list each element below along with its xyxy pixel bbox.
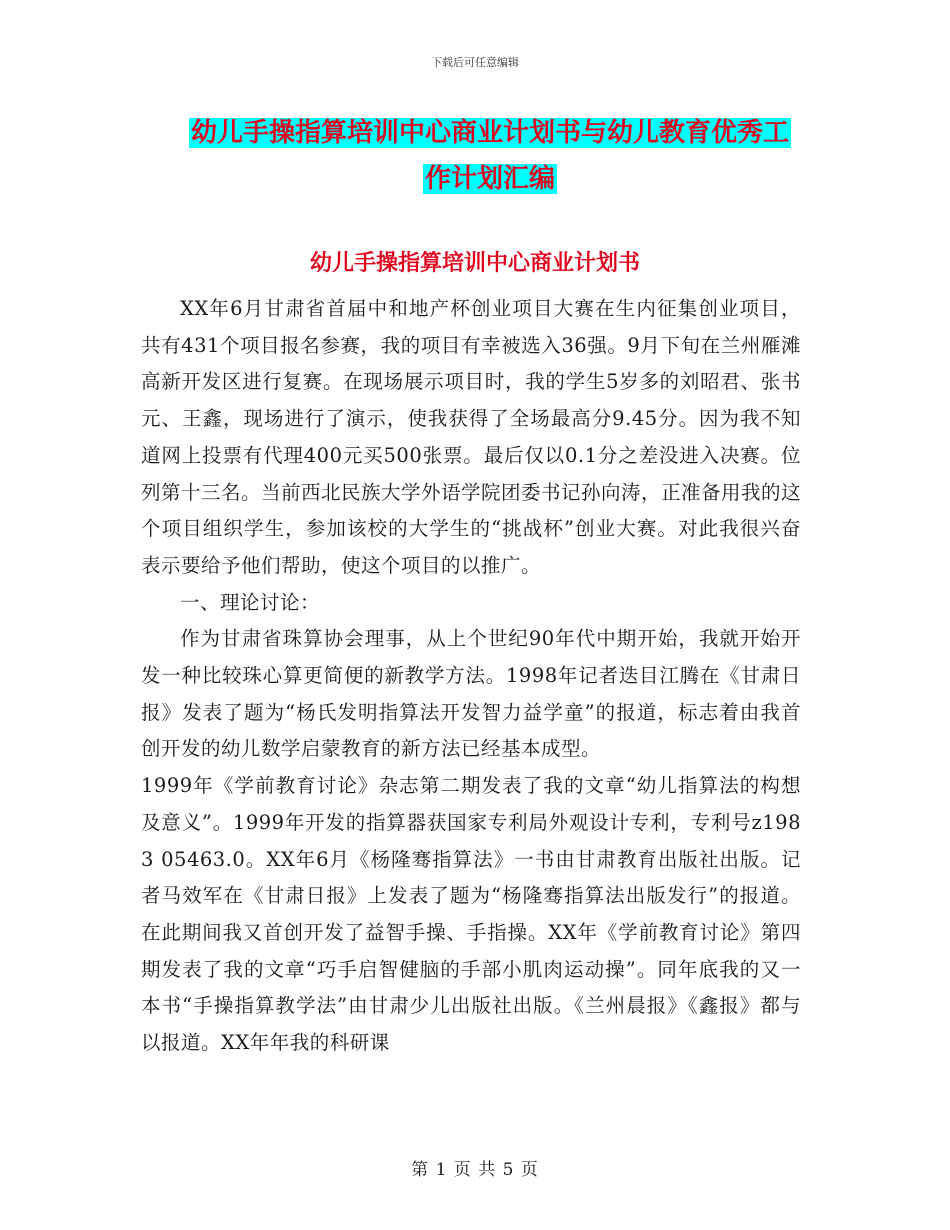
document-title <box>140 110 840 202</box>
paragraph-theory-2: 1999年《学前教育讨论》杂志第二期发表了我的文章“幼儿指算法的构想及意义”。1999年开发的指算器获国家专利局外观设计专利，专利号z198 3 05463.0。XX年6月《杨隆骞指算法》一书由甘肃教育出版社出版。记者马效军在《甘肃日报》上发表了题为“杨隆骞指算法出版发行”的报道。在此期间我又首创开发了益智手操、手指操。XX年《学前教育讨论》第四期发表了我的文章“巧手启智健脑的手部小肌肉运动操”。同年底我的又一本书“手操指算教学法”由甘肃少儿出版社出版。《兰州晨报》《鑫报》都与以报道。XX年年我的科研课 <box>141 774 801 1055</box>
paragraph-theory-1: 作为甘肃省珠算协会理事，从上个世纪90年代中期开始，我就开始开发一种比较珠心算更简便的新教学方法。1998年记者迭目江腾在《甘肃日报》发表了题为“杨氏发明指算法开发智力益学童”的报道，标志着由我首创开发的幼儿数学启蒙教育的新方法已经基本成型。 <box>141 627 801 761</box>
document-body <box>141 291 801 1062</box>
document-title-line-1: 幼儿手操指算培训中心商业计划书与幼儿教育优秀工 <box>190 118 789 148</box>
paragraph-heading-theory: 一、理论讨论： <box>180 590 321 614</box>
header-note: 下载后可任意编辑 <box>431 56 519 69</box>
section-title: 幼儿手操指算培训中心商业计划书 <box>309 251 640 276</box>
page-footer: 第 1 页 共 5 页 <box>411 1160 539 1180</box>
paragraph-intro: XX年6月甘肃省首届中和地产杯创业项目大赛在生内征集创业项目，共有431个项目报名参赛，我的项目有幸被选入36强。9月下旬在兰州雁滩高新开发区进行复赛。在现场展示项目时，我的学生5岁多的刘昭君、张书元、王鑫，现场进行了演示，使我获得了全场最高分9.45分。因为我不知道网上投票有代理400元买500张票。最后仅以0.1分之差没进入决赛。位列第十三名。当前西北民族大学外语学院团委书记孙向涛，正准备用我的这个项目组织学生，参加该校的大学生的“挑战杯”创业大赛。对此我很兴奋表示要给予他们帮助，使这个项目的以推广。 <box>141 297 802 577</box>
document-title-line-2: 作计划汇编 <box>424 164 555 194</box>
